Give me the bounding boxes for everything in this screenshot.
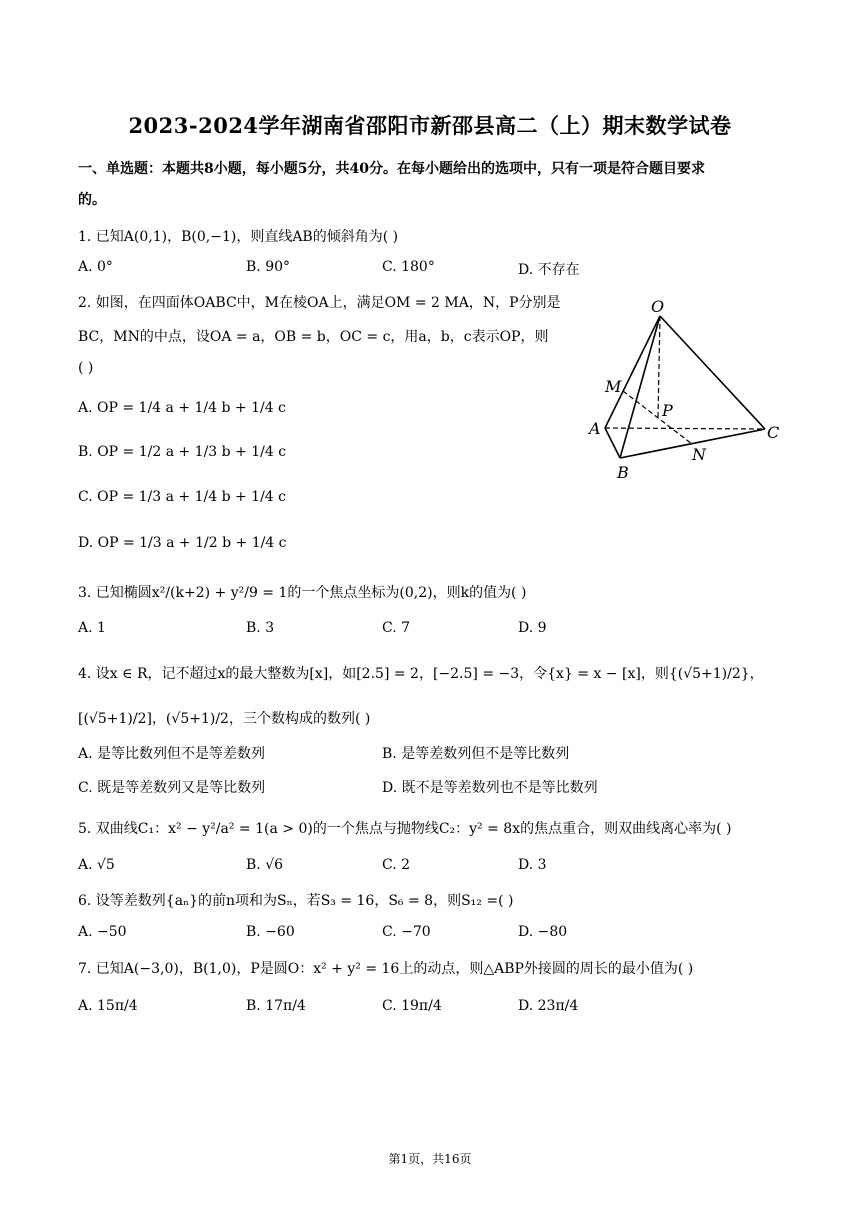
q3-stem: 3. 已知椭圆x²/(k+2) + y²/9 = 1的一个焦点坐标为(0,2)，则k的值为( ) (78, 585, 527, 601)
q2-option-d: D. OP = 1/3 a + 1/2 b + 1/4 c (78, 535, 287, 551)
label-a: A (589, 419, 601, 438)
q4-stem-line1: 4. 设x ∈ R，记不超过x的最大整数为[x]，如[2.5] = 2，[−2.5] = −3，令{x} = x − [x]，则{(√5+1)/2}， (78, 666, 764, 682)
q4-option-c: C. 既是等差数列又是等比数列 (78, 780, 266, 796)
q5-option-d: D. 3 (518, 857, 547, 873)
q5-option-b: B. √6 (246, 857, 284, 873)
q5-stem: 5. 双曲线C₁：x² − y²/a² = 1(a > 0)的一个焦点与抛物线C₂：y² = 8x的焦点重合，则双曲线离心率为( ) (78, 821, 732, 837)
q3-option-d: D. 9 (518, 620, 547, 636)
q2-option-a: A. OP = 1/4 a + 1/4 b + 1/4 c (78, 400, 286, 416)
q6-option-c: C. −70 (382, 924, 431, 940)
q3-option-b: B. 3 (246, 620, 275, 636)
q6-option-b: B. −60 (246, 924, 295, 940)
section-heading: 一、单选题：本题共8小题，每小题5分，共40分。在每小题给出的选项中，只有一项是符合题目要求 (78, 161, 705, 177)
section-heading-cont: 的。 (78, 192, 106, 208)
label-p: P (662, 401, 673, 420)
edge-oc (660, 316, 765, 429)
label-m: M (605, 377, 622, 396)
segment-mn-hidden (623, 391, 692, 444)
q7-option-b: B. 17π/4 (246, 998, 306, 1014)
q7-option-c: C. 19π/4 (382, 998, 442, 1014)
q6-stem: 6. 设等差数列{aₙ}的前n项和为Sₙ，若S₃ = 16，S₆ = 8，则S₁₂ =( ) (78, 893, 514, 909)
label-n: N (692, 445, 706, 464)
label-c: C (767, 423, 780, 442)
q3-option-a: A. 1 (78, 620, 106, 636)
q6-option-d: D. −80 (518, 924, 568, 940)
q2-stem-line3: ( ) (78, 360, 94, 376)
q2-stem-line2: BC，MN的中点，设OA = a，OB = b，OC = c，用a，b，c表示OP，则 (78, 329, 549, 345)
q5-option-c: C. 2 (382, 857, 411, 873)
q4-stem-line2: [(√5+1)/2]，(√5+1)/2，三个数构成的数列( ) (78, 711, 371, 727)
q2-stem-line1: 2. 如图，在四面体OABC中，M在棱OA上，满足OM = 2 MA，N，P分别是 (78, 295, 561, 311)
label-o: O (651, 297, 665, 316)
q1-stem: 1. 已知A(0,1)，B(0,−1)，则直线AB的倾斜角为( ) (78, 229, 399, 245)
page-title: 2023-2024学年湖南省邵阳市新邵县高二（上）期末数学试卷 (128, 113, 732, 138)
q2-option-b: B. OP = 1/2 a + 1/3 b + 1/4 c (78, 444, 287, 460)
page-footer: 第1页，共16页 (388, 1152, 472, 1166)
q2-option-c: C. OP = 1/3 a + 1/4 b + 1/4 c (78, 489, 286, 505)
q3-option-c: C. 7 (382, 620, 411, 636)
edge-ab (605, 428, 620, 458)
tetrahedron-figure (575, 288, 795, 488)
q7-stem: 7. 已知A(−3,0)，B(1,0)，P是圆O：x² + y² = 16上的动点，则△ABP外接圆的周长的最小值为( ) (78, 961, 694, 977)
q4-option-a: A. 是等比数列但不是等差数列 (78, 746, 266, 762)
q1-option-d: D. 不存在 (518, 262, 580, 278)
segment-op-hidden (658, 316, 660, 417)
q6-option-a: A. −50 (78, 924, 127, 940)
q4-option-b: B. 是等差数列但不是等比数列 (382, 746, 570, 762)
q1-option-a: A. 0° (78, 259, 113, 275)
q4-option-d: D. 既不是等差数列也不是等比数列 (382, 780, 598, 796)
q7-option-a: A. 15π/4 (78, 998, 138, 1014)
q1-option-b: B. 90° (246, 259, 291, 275)
q5-option-a: A. √5 (78, 857, 115, 873)
label-b: B (617, 463, 629, 482)
q7-option-d: D. 23π/4 (518, 998, 579, 1014)
q1-option-c: C. 180° (382, 259, 435, 275)
